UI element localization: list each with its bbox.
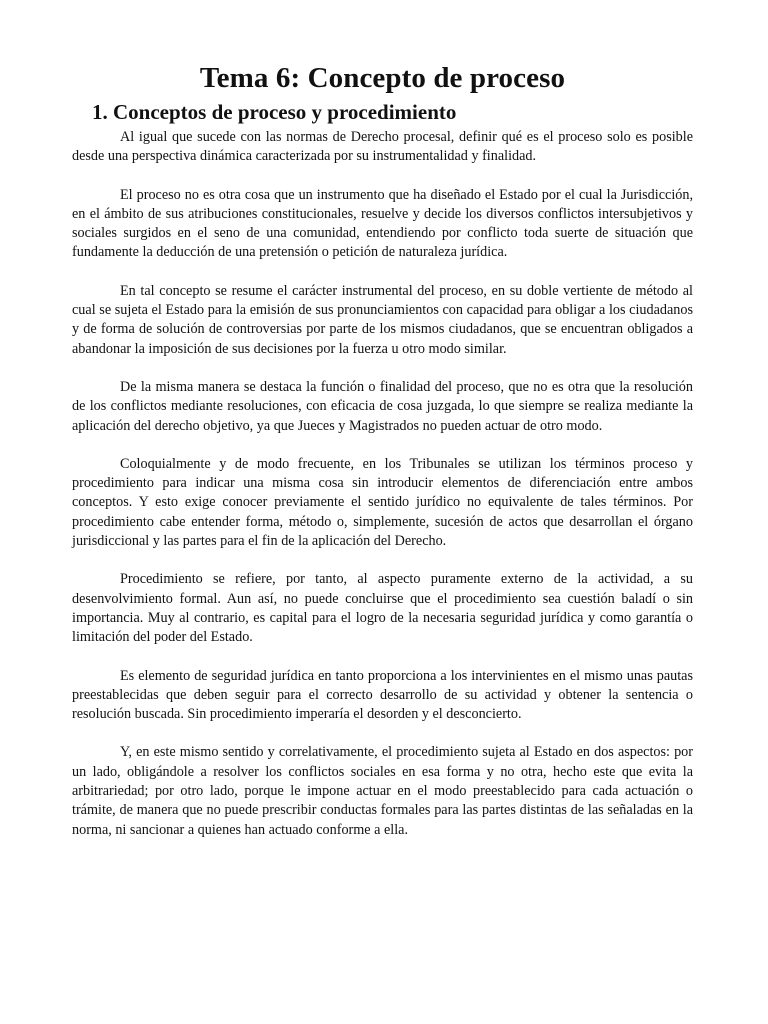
paragraph: El proceso no es otra cosa que un instrumento que ha diseñado el Estado por el cual la Jurisdicción, en el ámbito de sus atribuciones constitucionales, resuelve y decide los diversos conflictos intersubjetivos y sociales surgidos en el seno de una comunidad, entendiendo por conflicto toda suerte de situación que fundamente la deducción de una pretensión o petición de naturaleza jurídica. bbox=[72, 186, 693, 261]
paragraph: Al igual que sucede con las normas de Derecho procesal, definir qué es el proceso solo es posible desde una perspectiva dinámica caracterizada por su instrumentalidad y finalidad. bbox=[72, 129, 693, 165]
document-page bbox=[72, 60, 693, 859]
paragraph: Procedimiento se refiere, por tanto, al aspecto puramente externo de la actividad, a su desenvolvimiento formal. Aun así, no puede concluirse que el procedimiento sea cuestión baladí o sin importancia. Muy al contrario, es capital para el logro de la necesaria seguridad jurídica y como garantía o limitación del poder del Estado. bbox=[72, 571, 693, 646]
document-title: Tema 6: Concepto de proceso bbox=[199, 62, 566, 94]
paragraph: En tal concepto se resume el carácter instrumental del proceso, en su doble vertiente de método al cual se sujeta el Estado para la emisión de sus pronunciamientos con capacidad para obligar a los ciudadanos y de forma de solución de controversias por parte de los mismos ciudadanos, que se encuentran obligados a abandonar la imposición de sus decisiones por la fuerza u otro modo similar. bbox=[72, 282, 693, 357]
paragraph: Es elemento de seguridad jurídica en tanto proporciona a los intervinientes en el mismo unas pautas preestablecidas que deben seguir para el correcto desarrollo de su actividad y obtener la sentencia o resolución buscada. Sin procedimiento imperaría el desorden y el desconcierto. bbox=[72, 667, 693, 723]
paragraph: Coloquialmente y de modo frecuente, en los Tribunales se utilizan los términos proceso y procedimiento para indicar una misma cosa sin introducir elementos de diferenciación entre ambos conceptos. Y esto exige conocer previamente el sentido jurídico no equivalente de tales términos. Por procedimiento cabe entender forma, método o, simplemente, sucesión de actos que desarrollan el órgano jurisdiccional y las partes para el fin de la aplicación del Derecho. bbox=[72, 455, 693, 550]
paragraph: Y, en este mismo sentido y correlativamente, el procedimiento sujeta al Estado en dos aspectos: por un lado, obligándole a resolver los conflictos sociales en esa forma y no otra, hecho este que evita la arbitrariedad; por otro lado, porque le impone actuar en el modo preestablecido para cada actuación o trámite, de manera que no puede prescribir conductas formales para las partes distintas de las señaladas en la norma, ni sancionar a quienes han actuado conforme a ella. bbox=[72, 744, 693, 838]
section-heading: 1. Conceptos de proceso y procedimiento bbox=[92, 100, 457, 124]
paragraph: De la misma manera se destaca la función o finalidad del proceso, que no es otra que la resolución de los conflictos mediante resoluciones, con eficacia de cosa juzgada, lo que siempre se realiza mediante la aplicación del derecho objetivo, ya que Jueces y Magistrados no pueden actuar de otro modo. bbox=[72, 378, 693, 434]
